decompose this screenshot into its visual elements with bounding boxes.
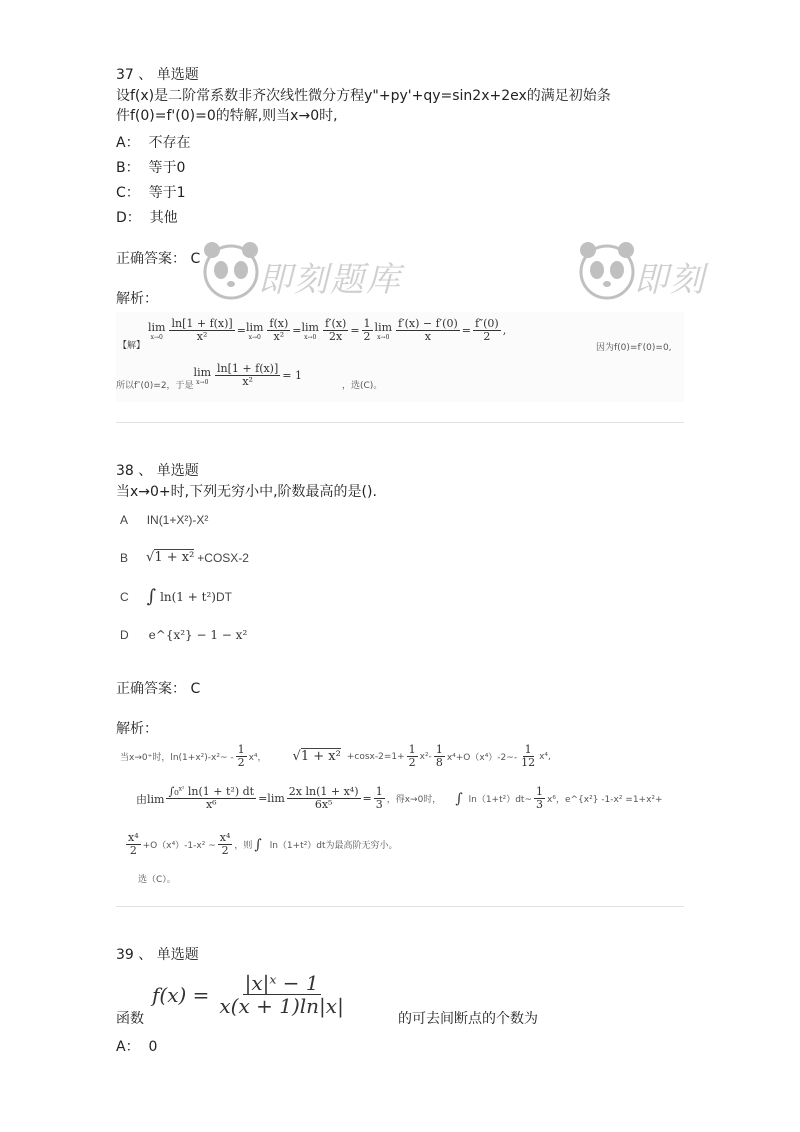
answer-value: C	[190, 681, 201, 697]
q37-answer	[116, 248, 200, 268]
option-text: 其他	[149, 210, 178, 226]
sqrt-expression: √1 + x²	[146, 550, 195, 565]
q39-header: 39 、 单选题	[116, 947, 199, 963]
q38-header: 38 、 单选题	[116, 463, 199, 479]
answer-value: C	[190, 251, 201, 267]
fraction: $\frac{f''(0)}{2}$	[474, 317, 499, 344]
q39-option-a[interactable]	[116, 1036, 157, 1056]
q37-option-d[interactable]	[116, 207, 178, 227]
q38-analysis-label: 解析：	[116, 721, 158, 737]
option-label: D：	[116, 210, 141, 226]
solution-note: 因为f(0)=f′(0)=0,	[596, 343, 672, 353]
panda-logo-icon	[572, 236, 642, 306]
option-text: 等于1	[148, 185, 186, 201]
fraction: $\frac{\ln[1 + f(x)]}{\text{x²}}$	[217, 361, 279, 388]
q37-option-a[interactable]	[116, 132, 190, 152]
option-text: 等于0	[148, 160, 186, 176]
fraction: $\frac{f'(x) - f'(0)}{x}$	[398, 317, 458, 344]
solution-line4: 选（C）。	[138, 875, 176, 885]
q38-option-d[interactable]: D e^{x²} − 1 − x²	[120, 628, 248, 642]
q37-header: 37 、 单选题	[116, 67, 199, 83]
divider	[116, 906, 684, 907]
answer-label: 正确答案：	[116, 251, 186, 267]
limit: lim x→0	[245, 320, 264, 341]
q37-text-line2: 件f(0)=f'(0)=0的特解,则当x→0时,	[116, 108, 338, 124]
option-label: A	[120, 513, 128, 527]
q38-text: 当x→0+时,下列无穷小中,阶数最高的是().	[116, 484, 377, 500]
fraction: $\frac{f'(x)}{2x}$	[324, 317, 347, 344]
fraction: $\frac{\ln[1 + f(x)]}{\text{x²}}$	[171, 317, 233, 344]
q37-text-line1: 设f(x)是二阶常系数非齐次线性微分方程y"+py'+qy=sin2x+2ex的满足初始条	[116, 88, 611, 104]
q39-prefix: 函数	[116, 1011, 144, 1027]
q37-option-b[interactable]	[116, 157, 185, 177]
option-label: C	[120, 589, 129, 604]
option-text: 不存在	[148, 135, 191, 151]
option-text: 0	[148, 1039, 158, 1055]
divider	[116, 422, 684, 423]
q39-formula: f(x) = $\frac{\text{|x|ˣ − 1}}{x(x + 1)\ln|x|}$	[152, 971, 344, 1018]
solution-tag: 【解】	[118, 341, 146, 351]
solution-line3: $\frac{\text{x⁴}}{2}$ +O（x⁴）-1-x² ~ $\frac{\text{x⁴}}{2}$ ，则 ∫ ln（1+t²）dt为最高阶无穷小。	[128, 831, 398, 858]
option-label: B：	[116, 160, 140, 176]
limit: lim x→0	[374, 320, 393, 341]
fraction: $\frac{1}{2}$	[363, 317, 371, 344]
option-label: B	[120, 550, 129, 565]
solution-line1: lim x→0 $\frac{\ln[1 + f(x)]}{\text{x²}}$ = lim x→0 $\frac{f(x)}{\text{x²}}$ = lim x→0 $\frac{f'(x)}{2x}$ = $\frac{1}{2}$ lim x→0 $\frac{f'(x) - f'(0)}{x}$ = $\frac{f''(0)}{2}$ ,	[148, 317, 507, 344]
option-label: A：	[116, 1039, 140, 1055]
watermark-text-1: 即刻题库	[258, 260, 402, 300]
option-label: A：	[116, 135, 140, 151]
q38-option-c[interactable]: C ∫ ln(1 + t²) DT	[120, 586, 232, 607]
limit: lim x→0	[301, 320, 319, 341]
panda-logo-icon	[196, 236, 266, 306]
q39-suffix: 的可去间断点的个数为	[398, 1011, 538, 1027]
q38-option-b[interactable]: B √1 + x² +COSX-2	[120, 550, 249, 565]
solution-line2: 所以f″(0)=2，于是 lim x→0 $\frac{\ln[1 + f(x)]}{\text{x²}}$ = 1 ，选(C)。	[116, 361, 383, 391]
watermark-panda-1	[196, 236, 266, 310]
limit: lim x→0	[193, 365, 212, 386]
solution-line1: 当x→0⁺时，ln(1+x²)-x²~ - $\frac{1}{2}$ x⁴， √1 + x² +cosx-2=1+ $\frac{1}{2}$ x²- $\frac{1}{8}$ x⁴+O（x⁴）-2~- $\frac{1}{12}$ x⁴,	[120, 743, 551, 770]
option-text: IN(1+X²)-X²	[146, 513, 209, 527]
q38-solution	[116, 740, 684, 890]
q38-option-a[interactable]	[120, 513, 208, 527]
limit: lim x→0	[148, 320, 166, 341]
option-label: D	[120, 628, 129, 642]
fraction: $\frac{f(x)}{\text{x²}}$	[269, 317, 289, 344]
watermark-text-2: 即刻	[634, 260, 706, 300]
solution-line2: 由lim $\frac{\int_0^{x^2} \ln(1 + t^2) dt}{\text{x⁶}}$ =lim $\frac{\text{2x ln(1 + x⁴)}}{\text{6x⁵}}$ = $\frac{1}{3}$ ，得x→0时， ∫ ln（1+t²）dt~ $\frac{1}{3}$ x⁶，e^{x²} -1-x² =1+x²+	[136, 785, 663, 812]
q38-answer	[116, 678, 200, 698]
integral-sign: ∫	[146, 586, 157, 607]
q37-option-c[interactable]	[116, 182, 186, 202]
watermark-panda-2	[572, 236, 642, 310]
option-label: C：	[116, 185, 140, 201]
answer-label: 正确答案：	[116, 681, 186, 697]
q37-analysis-label: 解析：	[116, 291, 158, 307]
q37-solution	[116, 312, 684, 402]
